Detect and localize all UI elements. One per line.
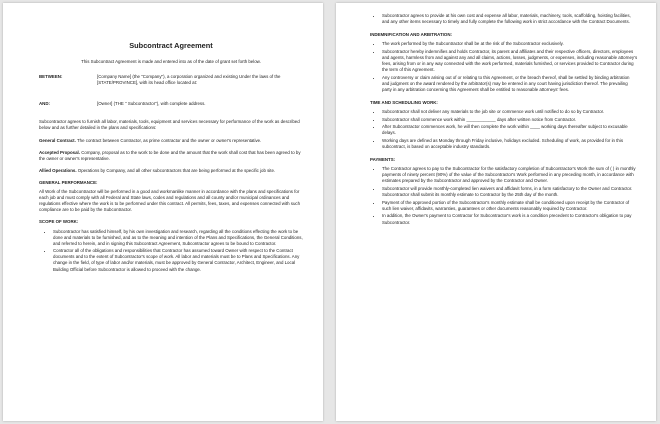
list-item: • Working days are defined as Monday through Friday inclusive, holidays excluded. Scheduling of work, as provided for in this subcontract, is based on acceptable industry standards. bbox=[382, 138, 638, 150]
document-page-right bbox=[336, 3, 656, 421]
between-block bbox=[39, 74, 303, 86]
list-item: • After Subcontractor commences work, he will then complete the work within ____ working days thereafter subject to excusable delays. bbox=[382, 124, 638, 136]
list-item: • Subcontractor has satisfied himself, by his own investigation and research, regarding all the conditions effecting the work to be done and materials to be furnished, and as to the meaning and intention of the Plans and Specifications, the General Conditions, and referred to herein, and in signing this Subcontract Agreement, Subcontractor agrees to be bound to Contractor. bbox=[53, 229, 303, 247]
list-item: • Subcontractor shall not deliver any materials to the job site or commence work until notified to do so by Contractor. bbox=[382, 109, 638, 115]
list-item: • Subcontractor agrees to provide at his own cost and expense all labor, materials, machinery, tools, scaffolding, hoisting facilities, and any other items necessary to timely and fully complete the following work in strict accordance with the Contract Documents. bbox=[382, 13, 638, 25]
and-label: AND: bbox=[39, 101, 50, 107]
accepted-proposal-paragraph bbox=[39, 150, 303, 162]
list-item: • Payment of the approved portion of the Subcontractor's monthly estimate shall be conditioned upon receipt by the Contractor of such lien waiver, affidavits, warranties, guarantees or other documents reasonably required by Contractor. bbox=[382, 200, 638, 212]
allied-operations-paragraph bbox=[39, 168, 303, 174]
intro-paragraph: This Subcontract Agreement is made and entered into as of the date of grant set forth below. bbox=[81, 59, 261, 64]
and-block bbox=[39, 101, 303, 107]
agree-paragraph: Subcontractor agrees to furnish all labor, materials, tools, equipment and services necessary for performance of the work as described below and as further detailed in the plans and specifications: bbox=[39, 119, 300, 131]
indemnification-heading: INDEMNIFICATION AND ARBITRATION: bbox=[370, 32, 452, 38]
list-item: • The work performed by the Subcontractor shall be at the risk of the Subcontractor exclusively. bbox=[382, 41, 638, 47]
accepted-proposal-text: Company, proposal as to the work to be done and the amount that the work shall cost that has been agreed to by the owner or owner's representative. bbox=[39, 149, 301, 161]
accepted-proposal-label: Accepted Proposal. bbox=[39, 149, 80, 155]
list-item: • Contractor all of the obligations and responsibilities that Contractor has assumed toward Owner with respect to the Contract documents and to the extent of Subcontractor's scope of work. All labor and materials must be to Plans and Specifications. Any change in the field, of type of labor and/or materials, must be approved by General Contractor, Architect, Engineer, and Local Building Official before Subcontractor is allowed to proceed with the change. bbox=[53, 248, 303, 272]
list-item: • The Contractor agrees to pay to the Subcontractor for the satisfactory completion of Subcontractor's Work the sum of ( ) in monthly payments of ninety percent (90%) of the value of the Subcontractor's Work performed in any preceding month, in accordance with estimates prepared by the Subcontractor and approved by the Contractor and Owner. bbox=[382, 166, 638, 184]
scope-heading: SCOPE OF WORK: bbox=[39, 219, 79, 225]
list-item: • Subcontractor will provide monthly-completed lien waivers and affidavit forms, in a form satisfactory to the Owner and Contractor. Subcontractor shall submit its monthly estimate to Contractor by the 25th day of the month. bbox=[382, 186, 638, 198]
general-performance-heading: GENERAL PERFORMANCE: bbox=[39, 179, 98, 185]
list-item: • In addition, the Owner's payment to Contractor for Subcontractor's work is a condition precedent to Contractor's obligation to pay Subcontractor. bbox=[382, 213, 638, 225]
list-item: • Subcontractor shall commence work within ____________ days after written notice from Contractor. bbox=[382, 117, 638, 123]
payments-heading: PAYMENTS: bbox=[370, 157, 396, 163]
list-item: • Any controversy or claim arising out of or relating to this Agreement, or the breach thereof, shall be settled by binding arbitration and judgment on the award rendered by the arbitrator(s) may be entered in any court having jurisdiction thereof. The prevailing party in any arbitration concerning this Agreement shall be entitled to reasonable attorneys' fees. bbox=[382, 75, 638, 93]
allied-operations-text: Operations by Company, and all other subcontractors that are being performed at the specific job site. bbox=[76, 167, 276, 173]
allied-operations-label: Allied Operations. bbox=[39, 167, 77, 173]
time-scheduling-heading: TIME AND SCHEDULING WORK: bbox=[370, 100, 438, 106]
document-title: Subcontract Agreement bbox=[129, 41, 213, 50]
document-page-left bbox=[3, 3, 323, 421]
between-label: BETWEEN: bbox=[39, 74, 63, 80]
payments-list bbox=[370, 166, 638, 225]
and-text: [Owner] (THE " Subcontractor"), with complete address. bbox=[97, 101, 206, 107]
materials-list bbox=[370, 13, 638, 25]
general-performance-paragraph: All Work of the Subcontractor will be performed in a good and workmanlike manner in accordance with the plans and specifications for each job and must comply with all Federal and State laws, codes and regulations and all county and/or municipal ordinances and regulations effective where the work is to be performed under this contract. All permits, fees, taxes, and expenses connected with such compliance are to be paid by the Subcontractor. bbox=[39, 189, 301, 213]
general-contract-text: The contract between Contractor, as prime contractor and the owner or owner's representative. bbox=[75, 137, 262, 143]
general-contract-paragraph bbox=[39, 138, 303, 144]
time-scheduling-list bbox=[370, 109, 638, 150]
between-text: [Company Name] (the "Company"), a corporation organized and existing Under the laws of the [STATE/PROVINCE], with its head office located at: bbox=[97, 74, 281, 86]
list-item: • Subcontractor hereby indemnifies and holds Contractor, its parent and affiliates and their respective officers, directors, employees and agents, harmless from and against any and all claims, actions, losses, judgments, or expenses, including reasonable attorney's fees, arising from or in any way connected with the work performed, materials furnished, or services provided to Contractor during the term of this Agreement. bbox=[382, 49, 638, 73]
indemnification-list bbox=[370, 41, 638, 93]
general-contract-label: General Contract. bbox=[39, 137, 76, 143]
scope-list bbox=[39, 229, 303, 273]
